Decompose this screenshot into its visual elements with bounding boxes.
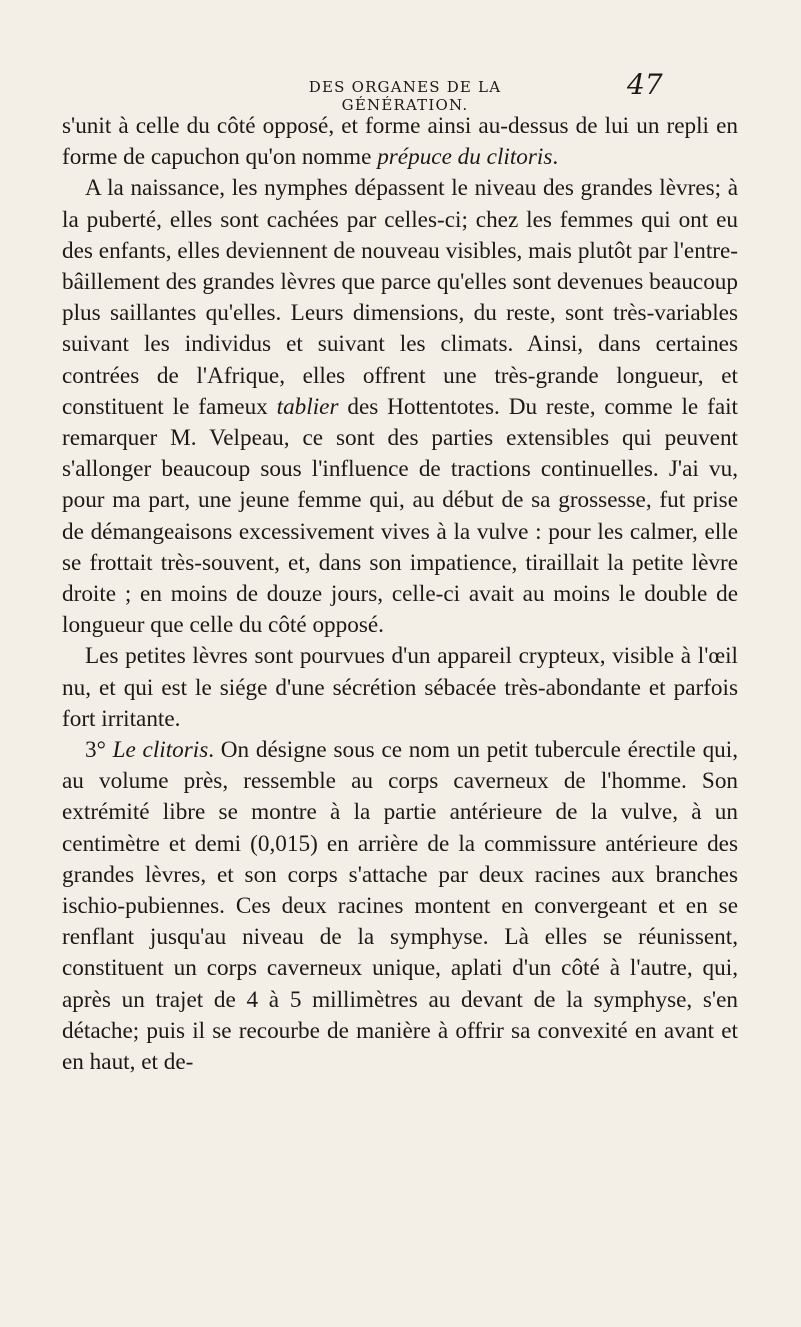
text-run: .: [552, 144, 559, 171]
text-run: des Hottentotes. Du reste, comme le fait remarquer M. Velpeau, ce sont des parties extensibles qui peuvent s'allonger beaucoup sous l'influence de tractions continuelles. J'ai vu, pour ma part, une jeune femme qui, au début de sa grossesse, fut prise de démangeaisons excessivement vives à la vulve : pour les calmer, elle se frottait très-souvent, et, dans son impatience, tiraillait la petite lèvre droite ; en moins de douze jours, celle-ci avait au moins le double de longueur que celle du côté opposé.: [62, 393, 738, 639]
section-number: 3°: [85, 737, 113, 764]
page-number: 47: [627, 68, 663, 101]
text-run: . On désigne sous ce nom un petit tubercule érectile qui, au volume près, ressemble au corps caverneux de l'homme. Son extrémité libre se montre à la partie antérieure de la vulve, à un centimètre et demi (0,015) en arrière de la commissure antérieure des grandes lèvres, et son corps s'attache par deux racines aux branches ischio-pubiennes. Ces deux racines montent en convergeant et en se renflant jusqu'au niveau de la symphyse. Là elles se réunissent, constituent un corps caverneux unique, aplati d'un côté à l'autre, qui, après un trajet de 4 à 5 millimètres au devant de la symphyse, s'en détache; puis il se recourbe de manière à offrir sa convexité en avant et en haut, et de-: [62, 737, 739, 1076]
paragraph-1: [62, 111, 738, 173]
body-text: [62, 111, 738, 1078]
paragraph-4: [62, 735, 738, 1078]
paragraph-3: [62, 641, 738, 735]
text-run: s'unit à celle du côté opposé, et forme ainsi au-dessus de lui un repli en forme de capuchon qu'on nomme: [62, 113, 738, 171]
term-prepuce-du-clitoris: prépuce du clitoris: [377, 144, 553, 171]
paragraph-2: [62, 173, 738, 641]
text-run: A la naissance, les nymphes dépassent le niveau des grandes lèvres; à la puberté, elles sont cachées par celles-ci; chez les femmes qui ont eu des enfants, elles deviennent de nouveau visibles, mais plutôt par l'entre-bâillement des grandes lèvres que parce qu'elles sont devenues beaucoup plus saillantes qu'elles. Leurs dimensions, du reste, sont très-variables suivant les individus et suivant les climats. Ainsi, dans certaines contrées de l'Afrique, elles offrent une très-grande longueur, et constituent le fameux: [62, 175, 738, 420]
term-tablier: tablier: [276, 393, 339, 420]
text-run: Les petites lèvres sont pourvues d'un appareil crypteux, visible à l'œil nu, et qui est le siége d'une sécrétion sébacée très-abondante et parfois fort irritante.: [62, 643, 738, 732]
running-title: DES ORGANES DE LA GÉNÉRATION.: [308, 78, 502, 114]
section-title-clitoris: Le clitoris: [112, 737, 209, 764]
